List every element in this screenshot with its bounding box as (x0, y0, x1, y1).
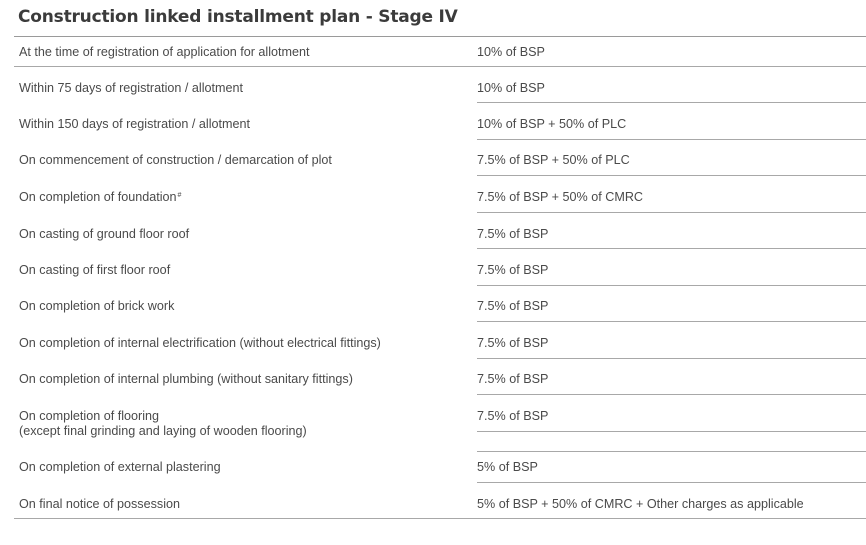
row-divider (477, 482, 866, 483)
payment-cell: 7.5% of BSP + 50% of CMRC (477, 190, 644, 204)
milestone-cell (19, 409, 307, 439)
milestone-cell: Within 150 days of registration / allotment (19, 117, 250, 131)
plan-title: Construction linked installment plan - Stage IV (18, 7, 458, 27)
payment-cell: 10% of BSP (477, 45, 545, 59)
row-divider (477, 139, 866, 140)
row-divider (477, 394, 866, 395)
milestone-text: On completion of flooring (19, 409, 160, 423)
payment-cell: 7.5% of BSP + 50% of PLC (477, 153, 630, 167)
row-divider (477, 102, 866, 103)
payment-cell: 7.5% of BSP (477, 372, 549, 386)
milestone-cell: Within 75 days of registration / allotment (19, 81, 243, 95)
milestone-cell: On completion of brick work (19, 299, 175, 313)
payment-cell: 7.5% of BSP (477, 263, 549, 277)
row-divider (14, 66, 866, 67)
milestone-cell: On completion of internal electrification (without electrical fittings) (19, 336, 381, 350)
row-divider (477, 175, 866, 176)
payment-cell: 7.5% of BSP (477, 336, 549, 350)
milestone-cell (19, 190, 181, 205)
milestone-note: (except final grinding and laying of wooden flooring) (19, 424, 307, 438)
payment-cell: 10% of BSP + 50% of PLC (477, 117, 627, 131)
milestone-text: On completion of foundation (19, 190, 177, 204)
row-divider (477, 248, 866, 249)
payment-cell: 7.5% of BSP (477, 409, 549, 423)
milestone-cell: At the time of registration of application for allotment (19, 45, 310, 59)
title-divider (14, 36, 866, 37)
footnote-mark: # (177, 192, 182, 199)
milestone-cell: On casting of first floor roof (19, 263, 171, 277)
row-divider (477, 358, 866, 359)
payment-cell: 5% of BSP (477, 460, 538, 474)
payment-cell: 7.5% of BSP (477, 299, 549, 313)
milestone-cell: On casting of ground floor roof (19, 227, 190, 241)
payment-cell: 10% of BSP (477, 81, 545, 95)
row-divider (477, 431, 866, 432)
milestone-cell: On commencement of construction / demarcation of plot (19, 153, 332, 167)
milestone-cell: On completion of internal plumbing (without sanitary fittings) (19, 372, 353, 386)
row-divider (477, 321, 866, 322)
row-divider (477, 451, 866, 452)
payment-cell: 7.5% of BSP (477, 227, 549, 241)
milestone-cell: On completion of external plastering (19, 460, 221, 474)
row-divider (477, 285, 866, 286)
row-divider (14, 518, 866, 519)
milestone-cell: On final notice of possession (19, 497, 181, 511)
row-divider (477, 212, 866, 213)
payment-cell: 5% of BSP + 50% of CMRC + Other charges as applicable (477, 497, 804, 511)
